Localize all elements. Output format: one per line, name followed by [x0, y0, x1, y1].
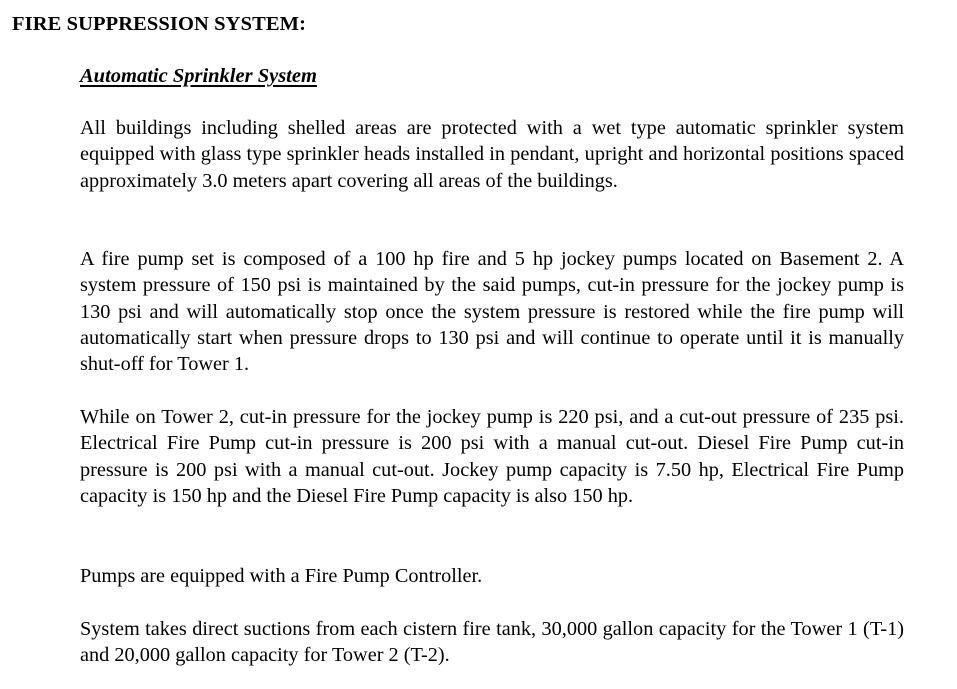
paragraph-cistern-supply: System takes direct suctions from each cistern fire tank, 30,000 gallon capacity for the Tower 1 (T-1) and 20,000 gallon capacity for Tower 2 (T-2). — [80, 618, 904, 667]
subsection-heading: Automatic Sprinkler System — [80, 65, 317, 87]
paragraph-pump-controller: Pumps are equipped with a Fire Pump Controller. — [80, 565, 483, 587]
paragraph-fire-pump-tower-2: While on Tower 2, cut-in pressure for the jockey pump is 220 psi, and a cut-out pressure of 235 psi. Electrical Fire Pump cut-in pressure is 200 psi with a manual cut-out. Diesel Fire Pump cut-in pressure is 200 psi with a manual cut-out. Jockey pump capacity is 7.50 hp, Electrical Fire Pump capacity is 150 hp and the Diesel Fire Pump capacity is also 150 hp. — [80, 406, 904, 507]
paragraph-fire-pump-tower-1: A fire pump set is composed of a 100 hp fire and 5 hp jockey pumps located on Basement 2. A system pressure of 150 psi is maintained by the said pumps, cut-in pressure for the jockey pump is 130 psi and will automatically stop once the system pressure is restored while the fire pump will automatically start when pressure drops to 130 psi and will continue to operate until it is manually shut-off for Tower 1. — [80, 248, 904, 376]
paragraph-sprinkler-coverage: All buildings including shelled areas are protected with a wet type automatic sprinkler system equipped with glass type sprinkler heads installed in pendant, upright and horizontal positions spaced approximately 3.0 meters apart covering all areas of the buildings. — [80, 117, 904, 192]
section-heading: FIRE SUPPRESSION SYSTEM: — [12, 13, 307, 35]
